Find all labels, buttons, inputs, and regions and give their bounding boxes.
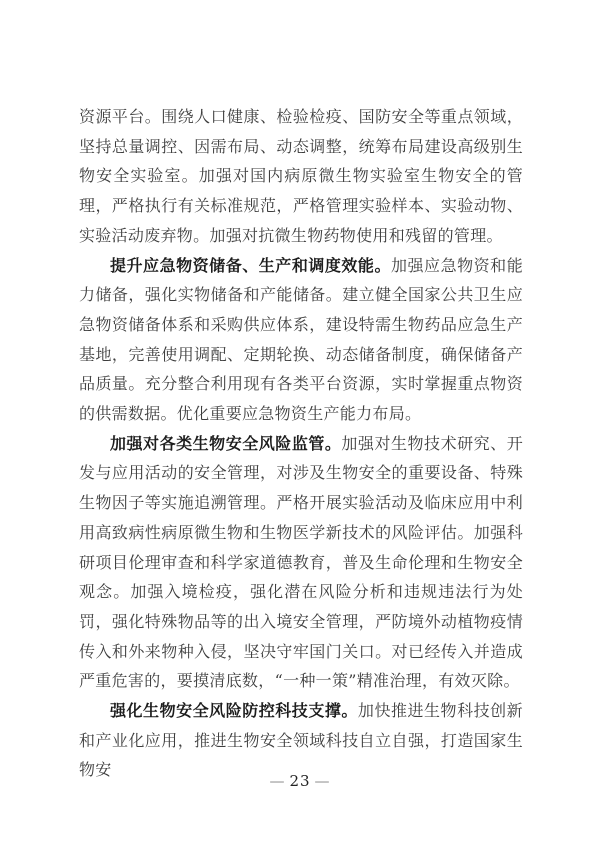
page-number: 23	[289, 772, 311, 790]
document-body	[79, 102, 523, 785]
paragraph-emergency-supplies	[79, 251, 523, 429]
page-footer	[0, 770, 600, 792]
page-number-dash-left: —	[269, 772, 286, 790]
paragraph-biosafety-risk-regulation	[79, 429, 523, 696]
paragraph-lead: 加强对各类生物安全风险监管。	[110, 433, 342, 453]
paragraph-continuation	[79, 102, 523, 251]
paragraph-lead: 强化生物安全风险防控科技支撑。	[110, 701, 358, 721]
page-number-dash-right: —	[314, 772, 331, 790]
paragraph-text: 资源平台。围绕人口健康、检验检疫、国防安全等重点领域，坚持总量调控、因需布局、动态调整，统筹布局建设高级别生物安全实验室。加强对国内病原微生物实验室生物安全的管理，严格执行有关标准规范，严格管理实验样本、实验动物、实验活动废弃物。加强对抗微生物药物使用和残留的管理。	[79, 107, 523, 245]
paragraph-text: 加强应急物资和能力储备，强化实物储备和产能储备。建立健全国家公共卫生应急物资储备体系和采购供应体系，建设特需生物药品应急生产基地，完善使用调配、定期轮换、动态储备制度，确保储备产品质量。充分整合利用现有各类平台资源，实时掌握重点物资的供需数据。优化重要应急物资生产能力布局。	[79, 255, 523, 424]
paragraph-text: 加快推进生物科技创新和产业化应用，推进生物安全领域科技自立自强，打造国家生物安	[79, 701, 523, 780]
paragraph-text: 加强对生物技术研究、开发与应用活动的安全管理，对涉及生物安全的重要设备、特殊生物因子等实施追溯管理。严格开展实验活动及临床应用中利用高致病性病原微生物和生物医学新技术的风险评估。加强科研项目伦理审查和科学家道德教育，普及生命伦理和生物安全观念。加强入境检疫，强化潜在风险分析和违规违法行为处罚，强化特殊物品等的出入境安全管理，严防境外动植物疫情传入和外来物种入侵，坚决守牢国门关口。对已经传入并造成严重危害的，要摸清底数，“一种一策”精准治理，有效灭除。	[79, 433, 523, 691]
paragraph-lead: 提升应急物资储备、生产和调度效能。	[110, 255, 391, 275]
